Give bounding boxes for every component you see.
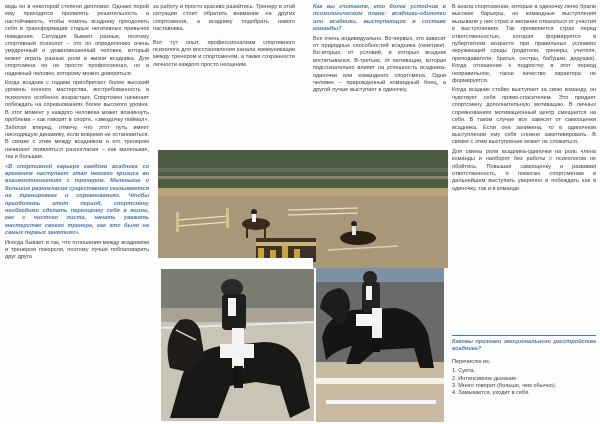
- col4-paragraph-2: Когда всадник стойко выступает за свою команду, он чувствует себя прямо-спасителем. Это придает спортсмену дополнительную мотивацию. В личных соревнованиях мотивационный центр смещается на себя. В таком случае все зависит от самооценки всадника. Если она занижена, то в одиночном выступлении ему себя сложно замотивировать. В связке с этим выступление может не сложиться.: [452, 87, 596, 146]
- col3-paragraph-1: Все очень индивидуально. Во-первых, это зависит от природных способностей всадника (генетики). Во-вторых, от условий, в которых всадник воспитывался. В-третьих, от мотивации, которая подсознательно влияет на успешность всадника-одиночки или командного спортсмена. Одни человек – прирожденный командный боец, а другой лучше выступает в одиночку.: [313, 35, 446, 94]
- list-item: 4. Замыкается, уходит в себя.: [452, 390, 530, 397]
- col4-paragraph-1: В анала спортсменов, которые в одиночку легко брали высокие барьеры, но командные выступления вызывали у них страх и желание отказаться от участия в выступлениях. Так проявляется страх перед ответственностью, которая формируется в пубертатном возрасте при правильных условиях окружающей среды (родители, тренеры, учителя, преподаватели, братья, сестры, бабушки, дедушки). Когда отношение к подростку в этот период неправильное, такое качество характера не формируется.: [452, 4, 596, 85]
- column-4: [452, 4, 596, 304]
- arena-photo: [158, 150, 448, 268]
- column-3: [313, 4, 446, 144]
- rider-photo-right: [316, 268, 444, 422]
- section-divider: [452, 335, 596, 336]
- col1-paragraph-1: ведь он в некоторой степени дипломат. Однако порой ему приходится проявлять решительность и настойчивость, чтобы помочь всаднику преодолеть себя в трансформации старых негативных привычек поведения. Ситуация бывает разные, поэтому спортивный психолог – это по определению очень умудренный и уравновешенный человек, который может играть разные роли в жизни всадника. Для спортсмена он не просто профессионал, но и надежный человек, которому можно довериться.: [5, 4, 149, 77]
- list-item: 3. Много говорит (больше, чем обычно).: [452, 383, 557, 390]
- list-item: 1. Суета.: [452, 368, 476, 375]
- list-title: Перечислю их.: [452, 358, 491, 365]
- arena-illustration: [158, 150, 448, 268]
- pull-quote: «В спортивной карьере каждого всадника со временем наступает этап некоего кризиса во взаимоотношениях с тренером. Маленькие и большие разногласия существенно сказываются на тренировках и соревнованиях. Чтобы преодолеть этот период, спортсмену необходимо сделать переоценку себя в жизни, как с чистого листа, начать уважать мастерство своего тренера, как это было на самых первых занятиях».: [5, 163, 149, 237]
- column-1: [5, 4, 149, 420]
- list-item: 2. Интенсивное дыхание.: [452, 375, 518, 382]
- column-2: [153, 4, 295, 144]
- col2-paragraph-2: Вот тут опыт, профессионализм спортивного психолога для восстановления канала коммуникации между тренером и спортсменом, а также сохранности личности каждого просто неоценим.: [153, 39, 295, 68]
- rider-black-horse-illustration: [160, 268, 315, 422]
- column-4-bottom: [452, 339, 596, 421]
- section-heading: Каковы признаки эмоционального расстройства всадника?: [452, 339, 596, 353]
- col4-paragraph-3: Для смены роли всадника-одиночки на роль члена команды и наоборот без работы с психологом не обойтись. Повышая самооценку и развивая ответственность, я помогаю спортсменам в дальнейшем выступать уверенно и побеждать как в одиночку, так и в команде.: [452, 148, 596, 192]
- col2-paragraph-1: за работу и просто красиво разойтись. Тренеру в этой ситуации стоит обратить внимание на других спортсменов, а всаднику подобрать нового наставника.: [153, 4, 295, 33]
- col1-paragraph-tail: Иногда бывает и так, что отношения между всадником и тренером покорсли, поэтому лучше побпаговарить друг друга: [5, 239, 149, 261]
- interview-question: Как вы считаете, кто более устойчив в психологическом плане: всадники-одиночки или всадники, выступающие в составе команды?: [313, 4, 446, 33]
- rider-jump-illustration: [316, 268, 444, 422]
- symptom-list: [452, 368, 596, 398]
- rider-photo-left: [160, 268, 315, 422]
- col1-paragraph-2: Когда всадник с годами приобретает более высокий уровень конного мастерства, востребованность в психологе особенно возрастает. Спортсмен начинает побеждать на соревнованиях более высокого уровня. В этот момент у каждого человека может возникнуть проблема – как говорят в спорте, «звездочку поймал». Заботая вперед, отмечу, что этот путь имеет нисходящую динамику, если вовремя не остановиться. В связке с этим между всадником и его тренером начинают появляться разногласия – как маленькие, так и большие.: [5, 80, 149, 161]
